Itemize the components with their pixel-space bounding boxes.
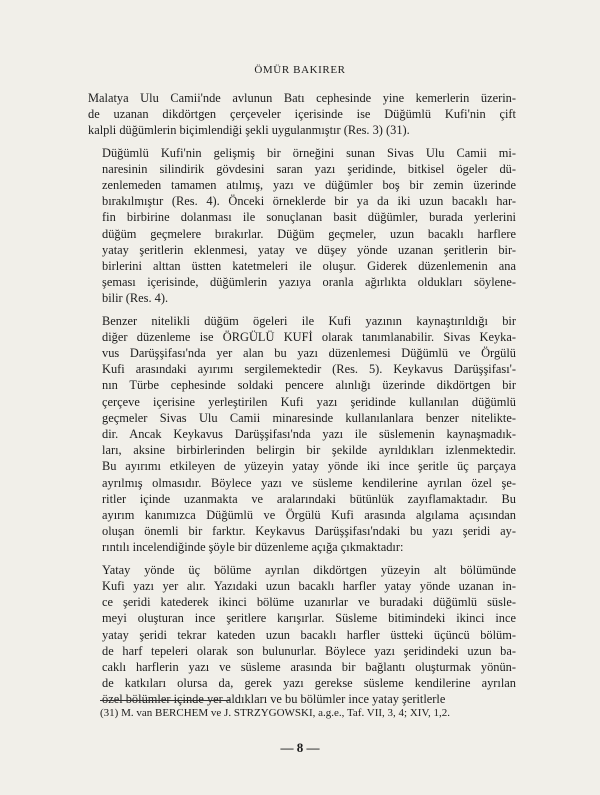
text-line: oluşan önemli bir farktır. Keykavus Darüşşifası'ndaki bu yazı şeridi ay-: [102, 524, 516, 539]
text-line: geçmeler Sivas Ulu Camii minaresinde kullanılanlara benzer nitelikte-: [102, 410, 516, 425]
text-line: ayırım kanımızca Düğümlü ve Örgülü Kufi arasında algılama açısından: [102, 508, 516, 523]
text-line: diğer düzenleme ise ÖRGÜLÜ KUFİ olarak tanımlanabilir. Sivas Keyka-: [102, 329, 516, 344]
text-line: Malatya Ulu Camii'nde avlunun Batı cephesinde yine kemerlerin üzerin-: [88, 91, 516, 105]
text-line: kalpli düğümlerin biçimlendiği şekli uygulanmıştır (Res. 3) (31).: [88, 123, 410, 138]
text-line: de harf tepeleri olarak son bulunurlar. Böylece yazı şeridindeki uzun ba-: [102, 643, 516, 658]
text-line: ları, aksine birbirlerinden belirgin bir şekilde ayrıldıkları izlenmektedir.: [102, 443, 516, 458]
text-line: düğüm geçmelere bırakırlar. Düğüm geçmeler, uzun bacaklı harflere: [102, 226, 516, 241]
text-line: ce şeridi katederek ikinci bölüme uzanırlar ve buradaki düğümlü süsle-: [102, 595, 516, 610]
paragraph: [88, 562, 516, 708]
text-line: caklı harflerin yazı ve süsleme arasında bir bağlantı oluşturmak yönün-: [102, 659, 516, 674]
text-line: Benzer nitelikli düğüm ögeleri ile Kufi yazının kaynaştırıldığı bir: [102, 313, 516, 328]
running-header: ÖMÜR BAKIRER: [254, 64, 346, 76]
text-line: bırakılmıştır (Res. 4). Önceki örneklerde bir ya da iki uzun bacaklı har-: [102, 194, 516, 209]
paragraph: [88, 90, 516, 139]
text-line: dir. Ancak Keykavus Darüşşifası'nda yazı ile süslemenin kaynaşmadık-: [102, 427, 516, 442]
text-line: şeması içerisinde, düğümlerin yazıya oranla ağırlıkta oldukları söylene-: [102, 275, 516, 290]
text-line: de uzanan dikdörtgen çerçeveler içerisinde ise Düğümlü Kufi'nin çift: [88, 107, 516, 122]
body-text: [88, 90, 516, 714]
text-line: de katkıları olursa da, gerek yazı gerekse süsleme kendilerine ayrılan: [102, 676, 516, 691]
text-line: rıntılı incelendiğinde şöyle bir düzenleme açığa çıkmaktadır:: [102, 540, 404, 555]
paragraph: [88, 313, 516, 556]
text-line: çerçeve içerisine yerleştirilen Kufi yazı şeridinde kullanılan düğümlü: [102, 394, 516, 409]
text-line: Kufi yazı yer alır. Yazıdaki uzun bacaklı harfler yatay yönde uzanan in-: [102, 578, 516, 593]
text-line: nın Türbe cephesinde soldaki pencere alınlığı üzerinde dikdörtgen bir: [102, 378, 516, 393]
text-line: yatay şeritlerin eklenmesi, yatay ve düşey yönde uzanan şeritlerin bir-: [102, 242, 516, 257]
text-line: yatay şeridi tekrar kateden uzun bacaklı harfler üstteki üçüncü bölüm-: [102, 627, 516, 642]
text-line: Yatay yönde üç bölüme ayrılan dikdörtgen yüzeyin alt bölümünde: [102, 562, 516, 577]
text-line: zenlemeden tamamen atılmış, yazı ve düğümler boş bir zemin üzerinde: [102, 178, 516, 193]
text-line: Düğümlü Kufi'nin gelişmiş bir örneğini sunan Sivas Ulu Camii mi-: [102, 145, 516, 160]
text-line: vus Darüşşifası'nda yer alan bu yazı düzenlemesi Düğümlü ve Örgülü: [102, 346, 516, 361]
footnote-divider: [100, 700, 230, 701]
text-line: ritler içinde uzanmakta ve aralarındaki bütünlük zayıflamaktadır. Bu: [102, 491, 516, 506]
text-line: naresinin silindirik gövdesini saran yazı şeridinde, bitkisel ögeler dü-: [102, 161, 516, 176]
footnote: (31) M. van BERCHEM ve J. STRZYGOWSKI, a.g.e., Taf. VII, 3, 4; XIV, 1,2.: [100, 707, 450, 719]
page-number: — 8 —: [280, 740, 320, 755]
paragraph: [88, 145, 516, 307]
text-line: fin birbirine dolanması ile sonuçlanan basit düğümler, burada yerlerini: [102, 210, 516, 225]
text-line: özel bölümler içinde yer aldıkları ve bu bölümler ince yatay şeritlerle: [102, 692, 446, 707]
text-line: bilir (Res. 4).: [102, 291, 169, 306]
text-line: Kufi arasındaki ayırımı sergilemektedir (Res. 5). Keykavus Darüşşifası'-: [102, 362, 516, 377]
text-line: meyi oluşturan ince şeritlere karışırlar. Süsleme bitimindeki ikinci ince: [102, 611, 516, 626]
text-line: Bu ayırımı etkileyen de yüzeyin yatay yönde iki ince şeritle üç parçaya: [102, 459, 516, 474]
text-line: birlerini alttan üstten katetmeleri ile oluşur. Giderek düzenlemenin ana: [102, 259, 516, 274]
text-line: ayrılmış olmasıdır. Böylece yazı ve süsleme kendilerine ayrılan özel şe-: [102, 475, 516, 490]
